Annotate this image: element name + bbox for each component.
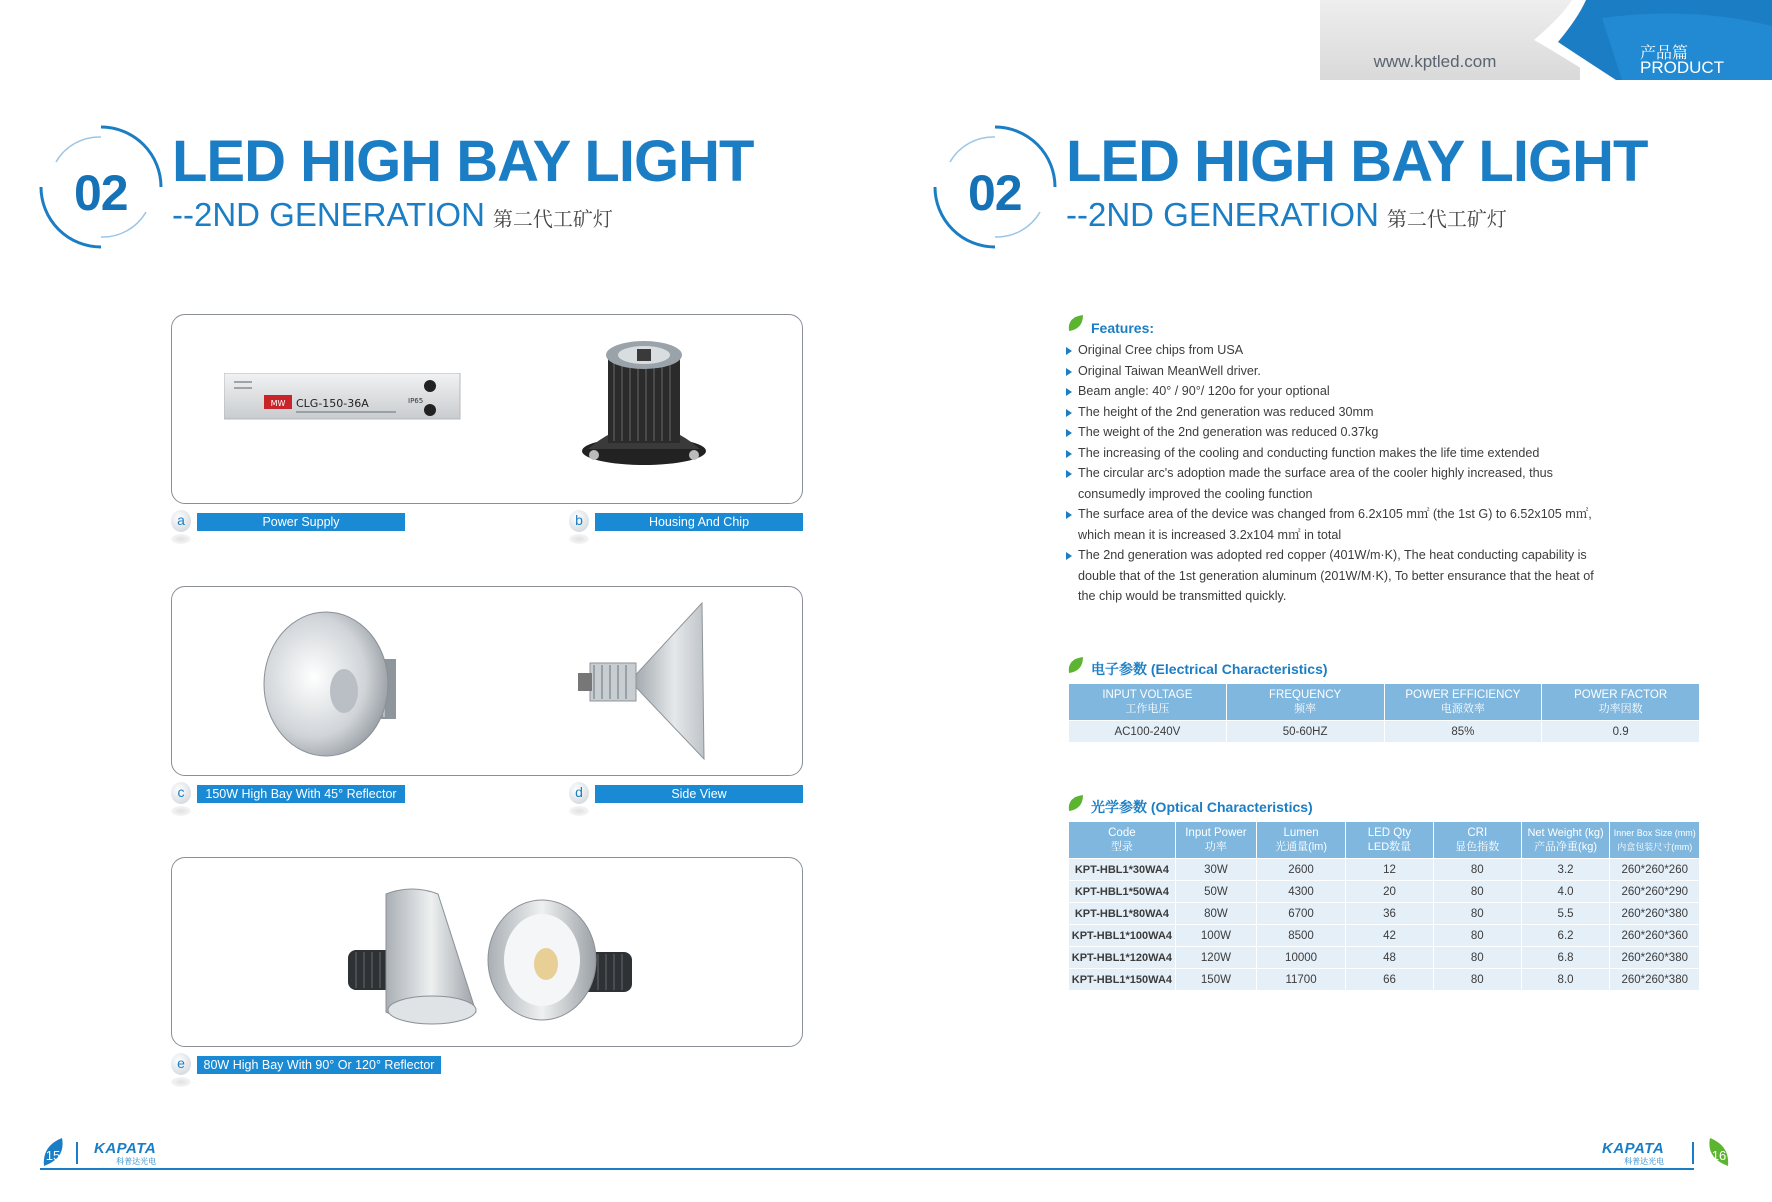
page-number-right [1706,1136,1732,1168]
brand-logo-left [94,1140,156,1167]
table-cell: 80 [1433,925,1521,947]
caption-shadow [569,806,589,816]
header-cn: 光通量(lm) [1275,841,1328,853]
table-cell: 260*260*380 [1610,947,1700,969]
brand-logo-right [1602,1140,1664,1167]
caption-shadow [569,534,589,544]
section-en: PRODUCT ARTICLES [1640,58,1724,97]
feature-item: The weight of the 2nd generation was reduced 0.37kg [1066,422,1602,443]
table-row [1069,859,1700,881]
table-cell: 66 [1346,969,1434,991]
page-number-left [40,1136,66,1168]
header-en: FREQUENCY [1269,689,1342,701]
footer-line-right [886,1168,1694,1170]
table-cell: 11700 [1257,969,1346,991]
table-row [1069,925,1700,947]
caption-label-e: 80W High Bay With 90° Or 120° Reflector [197,1056,441,1074]
table-header-row [1069,684,1700,721]
table-cell: 36 [1346,903,1434,925]
table-cell: AC100-240V [1069,721,1227,743]
high-bay-45-image [256,599,426,767]
table-cell: 10000 [1257,947,1346,969]
table-cell-code: KPT-HBL1*80WA4 [1069,903,1176,925]
table-cell: 150W [1175,969,1256,991]
brand-name-cn: 科普达光电 [1624,1157,1665,1166]
table-header-cell [1521,822,1610,859]
table-header-cell [1542,684,1700,721]
caption-d [569,784,809,804]
caption-c [171,784,411,804]
table-cell: 50W [1175,881,1256,903]
table-row [1069,721,1700,743]
electrical-title: 电子参数 (Electrical Characteristics) [1091,661,1328,677]
caption-shadow [171,806,191,816]
caption-letter-e: e [171,1053,191,1075]
table-row [1069,903,1700,925]
electrical-table [1068,683,1700,743]
caption-label-d: Side View [595,785,803,803]
caption-label-a: Power Supply [197,513,405,531]
title-number: 02 [74,165,128,221]
header-en: INPUT VOLTAGE [1102,689,1193,701]
title-number: 02 [968,165,1022,221]
header-en: Inner Box Size (mm) [1613,828,1696,838]
features-list [1066,340,1602,607]
product-card-80w [171,857,803,1047]
header-cn: 型录 [1110,841,1133,853]
table-cell: 6700 [1257,903,1346,925]
feature-item: The circular arc's adoption made the surface area of the cooler highly increased, thus consumedly improved the cooling function [1066,463,1602,504]
website-url: www.kptled.com [1373,52,1497,71]
header-cn: 显色指数 [1455,841,1500,853]
table-cell: 260*260*360 [1610,925,1700,947]
table-header-cell [1384,684,1542,721]
title-sub-en: --2ND GENERATION [1066,196,1379,233]
header-en: Input Power [1185,827,1247,839]
leaf-icon [1067,655,1085,675]
table-cell: 6.2 [1521,925,1610,947]
table-cell: 260*260*380 [1610,903,1700,925]
left-title-block [36,124,856,254]
power-supply-model: CLG-150-36A [296,397,369,410]
table-header-cell [1433,822,1521,859]
caption-letter-b: b [569,510,589,532]
table-cell: 20 [1346,881,1434,903]
table-cell: 5.5 [1521,903,1610,925]
table-cell: 3.2 [1521,859,1610,881]
header-en: Code [1108,827,1136,839]
caption-letter-d: d [569,782,589,804]
table-cell: 80 [1433,881,1521,903]
title-sub-en: --2ND GENERATION [172,196,485,233]
header-cn: LED数量 [1367,841,1412,853]
header-en: CRI [1467,827,1488,839]
header-cn: 功率因数 [1598,703,1643,715]
table-cell-code: KPT-HBL1*50WA4 [1069,881,1176,903]
table-cell-code: KPT-HBL1*100WA4 [1069,925,1176,947]
header-cn: 频率 [1294,703,1317,715]
table-cell: 2600 [1257,859,1346,881]
table-cell-code: KPT-HBL1*120WA4 [1069,947,1176,969]
table-cell-code: KPT-HBL1*150WA4 [1069,969,1176,991]
side-view-image [570,601,730,771]
features-title: Features: [1091,320,1155,336]
table-cell: 4.0 [1521,881,1610,903]
header-cn: 产品净重(kg) [1534,841,1598,853]
brand-name-cn: 科普达光电 [116,1157,157,1166]
table-cell: 80 [1433,969,1521,991]
table-cell: 80 [1433,859,1521,881]
header-cn: 电源效率 [1440,703,1485,715]
feature-item: The height of the 2nd generation was reduced 30mm [1066,402,1602,423]
table-cell: 42 [1346,925,1434,947]
table-cell: 260*260*380 [1610,969,1700,991]
feature-item: Original Cree chips from USA [1066,340,1602,361]
table-cell: 260*260*290 [1610,881,1700,903]
page-number-left-text: 15 [45,1148,61,1163]
brand-name: KAPATA [94,1140,157,1157]
table-cell: 8500 [1257,925,1346,947]
table-cell: 12 [1346,859,1434,881]
header-en: LED Qty [1367,827,1412,839]
caption-b [569,512,809,532]
header-cn: 内盒包装尺寸(mm) [1617,842,1693,852]
title-sub [172,196,613,234]
footer-divider [1692,1142,1694,1164]
table-cell: 8.0 [1521,969,1610,991]
feature-item: The 2nd generation was adopted red copper (401W/m·K), The heat conducting capability is double that of the 1st generation aluminum (201W/M·K), To better ensurance that the heat of the chip would be transmitted quickly. [1066,545,1602,607]
header-en: Net Weight (kg) [1527,827,1604,839]
caption-shadow [171,1077,191,1087]
feature-item: The surface area of the device was changed from 6.2x105 m㎡ (the 1st G) to 6.52x105 m㎡, which mean it is increased 3.2x104 m㎡ in total [1066,504,1602,545]
header-cn: 工作电压 [1125,703,1170,715]
page-number-right-text: 16 [1711,1148,1727,1163]
optical-table [1068,821,1700,991]
table-cell: 50-60HZ [1226,721,1384,743]
leaf-icon [1067,793,1085,813]
power-supply-ip: IP65 [408,397,424,405]
brand-name: KAPATA [1602,1140,1665,1157]
table-cell: 85% [1384,721,1542,743]
table-header-cell [1257,822,1346,859]
section-tab [1522,0,1772,97]
title-main: LED HIGH BAY LIGHT [1066,129,1648,194]
feature-item: Beam angle: 40° / 90°/ 120o for your optional [1066,381,1602,402]
caption-letter-a: a [171,510,191,532]
right-title-block [930,124,1750,254]
table-header-cell [1226,684,1384,721]
table-cell: 80W [1175,903,1256,925]
feature-item: Original Taiwan MeanWell driver. [1066,361,1602,382]
table-cell: 48 [1346,947,1434,969]
housing-chip-image [574,331,714,481]
table-row [1069,881,1700,903]
header-en: POWER EFFICIENCY [1405,689,1521,701]
leaf-icon [1067,313,1085,333]
title-main: LED HIGH BAY LIGHT [172,129,754,194]
table-cell: 30W [1175,859,1256,881]
caption-label-b: Housing And Chip [595,513,803,531]
table-header-cell [1175,822,1256,859]
table-cell: 120W [1175,947,1256,969]
caption-a [171,512,411,532]
high-bay-80w-image [342,880,642,1030]
caption-e [171,1055,451,1075]
table-row [1069,947,1700,969]
header-cn: 功率 [1204,841,1227,853]
footer-line-left [40,1168,886,1170]
table-cell: 80 [1433,903,1521,925]
table-cell: 4300 [1257,881,1346,903]
footer-divider [76,1142,78,1164]
table-cell: 80 [1433,947,1521,969]
caption-shadow [171,534,191,544]
optical-title: 光学参数 (Optical Characteristics) [1091,799,1313,815]
table-cell-code: KPT-HBL1*30WA4 [1069,859,1176,881]
section-cn: 产品篇 [1640,45,1689,62]
table-cell: 260*260*260 [1610,859,1700,881]
product-card-power-housing [171,314,803,504]
power-supply-image [224,373,464,421]
caption-letter-c: c [171,782,191,804]
table-cell: 100W [1175,925,1256,947]
power-supply-brand: MW [270,399,286,408]
title-sub [1066,196,1507,234]
header-en: Lumen [1283,827,1319,839]
table-row [1069,969,1700,991]
title-sub-cn: 第二代工矿灯 [492,209,613,231]
table-cell: 6.8 [1521,947,1610,969]
table-cell: 0.9 [1542,721,1700,743]
feature-item: The increasing of the cooling and conducting function makes the life time extended [1066,443,1602,464]
table-header-row [1069,822,1700,859]
header-en: POWER FACTOR [1574,689,1668,701]
table-header-cell [1610,822,1700,859]
table-header-cell [1346,822,1434,859]
table-header-cell [1069,684,1227,721]
table-header-cell [1069,822,1176,859]
product-card-reflector [171,586,803,776]
caption-label-c: 150W High Bay With 45° Reflector [197,785,405,803]
title-sub-cn: 第二代工矿灯 [1386,209,1507,231]
